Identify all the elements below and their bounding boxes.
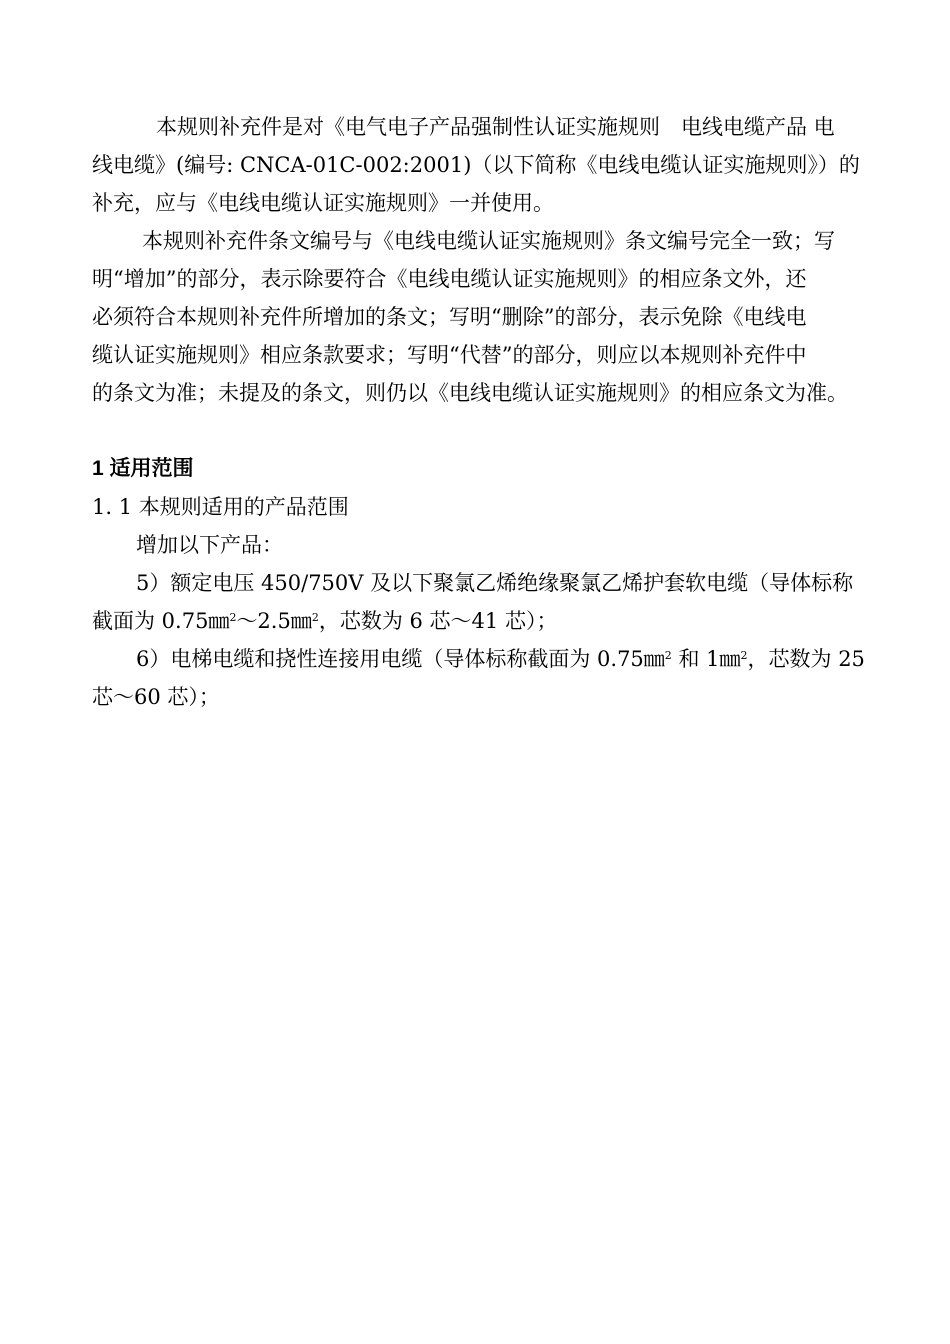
text-segment: 和 1㎜ [671, 647, 741, 671]
text-segment: ～2.5㎜ [236, 609, 312, 633]
list-item-6-line-2: 芯～60 芯）； [92, 685, 220, 709]
list-item-5-line-1: 5）额定电压 450/750V 及以下聚氯乙烯绝缘聚氯乙烯护套软电缆（导体标称 [136, 571, 854, 595]
superscript: 2 [664, 649, 672, 662]
text-segment: 截面为 0.75㎜ [92, 609, 230, 633]
intro-paragraph-1 [92, 108, 882, 222]
superscript: 2 [740, 649, 748, 662]
text-line: 缆认证实施规则》相应条款要求；写明“代替”的部分，则应以本规则补充件中 [92, 343, 807, 367]
text-line: 本规则补充件是对《电气电子产品强制性认证实施规则 电线电缆产品 电 [156, 115, 835, 139]
list-item-6-line-1 [92, 640, 882, 678]
section-body [92, 488, 882, 716]
text-line: 的条文为准；未提及的条文，则仍以《电线电缆认证实施规则》的相应条文为准。 [92, 381, 848, 405]
superscript: 2 [311, 611, 319, 624]
section-heading: 1 适用范围 [92, 457, 194, 480]
text-line: 必须符合本规则补充件所增加的条文；写明“删除”的部分，表示免除《电线电 [92, 305, 807, 329]
text-segment: 6）电梯电缆和挠性连接用电缆（导体标称截面为 0.75㎜ [136, 647, 665, 671]
intro-paragraph-2 [92, 222, 882, 412]
subsection-title: 1. 1 本规则适用的产品范围 [92, 495, 349, 519]
document-page [92, 108, 882, 716]
text-line: 线电缆》(编号: CNCA-01C-002:2001)（以下简称《电线电缆认证实施规则》）的 [92, 153, 860, 177]
list-item-5-line-2 [92, 602, 882, 640]
text-line: 本规则补充件条文编号与《电线电缆认证实施规则》条文编号完全一致；写 [142, 229, 835, 253]
text-segment: ，芯数为 6 芯～41 芯）； [318, 609, 558, 633]
spacer [92, 412, 882, 450]
superscript: 2 [229, 611, 237, 624]
lead-text: 增加以下产品： [136, 533, 283, 557]
text-line: 明“增加”的部分，表示除要符合《电线电缆认证实施规则》的相应条文外，还 [92, 267, 807, 291]
text-line: 补充，应与《电线电缆认证实施规则》一并使用。 [92, 191, 554, 215]
text-segment: ，芯数为 25 [747, 647, 865, 671]
